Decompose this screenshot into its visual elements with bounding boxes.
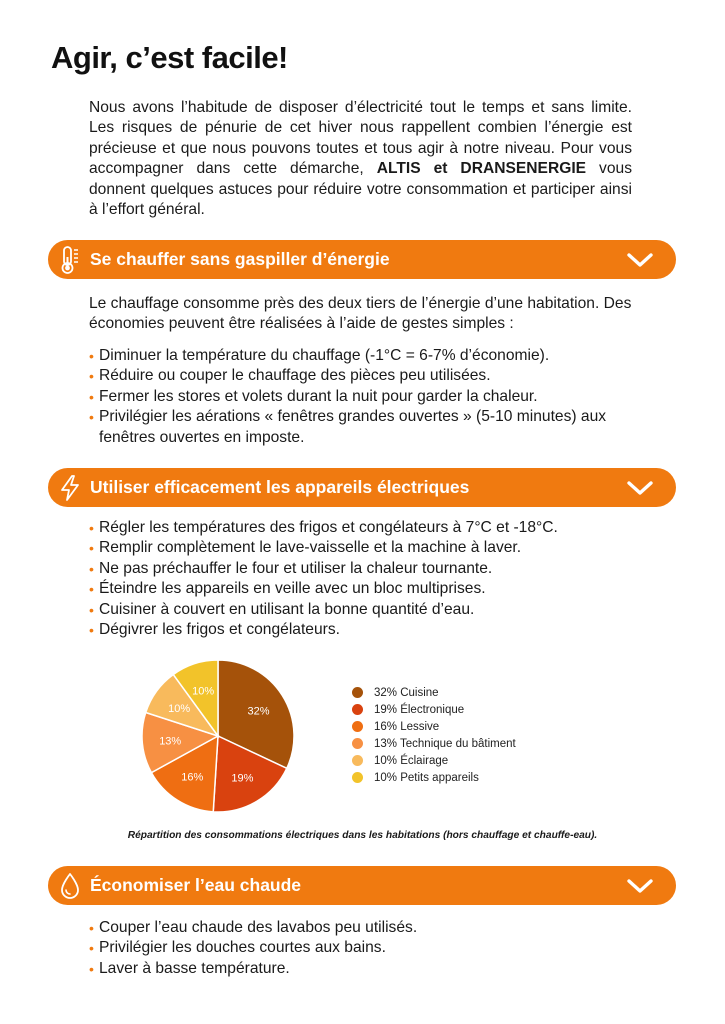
chevron-down-icon[interactable] [620, 240, 660, 279]
legend-item [352, 752, 516, 769]
chevron-down-icon[interactable] [620, 468, 660, 507]
legend-label: 19% Électronique [374, 703, 465, 716]
list-item: • Couper l’eau chaude des lavabos peu utilisés. [89, 918, 649, 938]
section-title: Utiliser efficacement les appareils électriques [90, 477, 470, 497]
heating-paragraph: Le chauffage consomme près des deux tiers de l’énergie d’une habitation. Des économies peuvent être réalisées à l’aide de gestes simples : [89, 295, 632, 333]
legend-swatch [352, 772, 363, 783]
consumption-pie-chart [140, 658, 296, 814]
hot-water-tips-list [89, 918, 649, 979]
list-item: • Cuisiner à couvert en utilisant la bonne quantité d’eau. [89, 600, 649, 620]
intro-brand-names: ALTIS et DRANSENERGIE [376, 160, 587, 178]
section-title: Économiser l’eau chaude [90, 875, 302, 895]
legend-swatch [352, 687, 363, 698]
legend-label: 10% Éclairage [374, 754, 449, 767]
list-item: • Diminuer la température du chauffage (-1°C = 6-7% d’économie). [89, 346, 649, 366]
intro-text-start: Nous avons l’habitude de disposer d’électricité tout le temps et sans limite. Les risques de pénurie de cet hiver nous rappellent combien l’énergie est précieuse et que nous pouvons toutes et tous agir à notre niveau. Pour vous accompagner dans cette démarche, [89, 99, 632, 178]
legend-swatch [352, 755, 363, 766]
legend-label: 16% Lessive [374, 720, 440, 733]
legend-item [352, 718, 516, 735]
legend-item [352, 769, 516, 786]
legend-swatch [352, 738, 363, 749]
list-item: • Remplir complètement le lave-vaisselle et la machine à laver. [89, 538, 649, 558]
list-item: • Privilégier les douches courtes aux bains. [89, 938, 649, 958]
heating-tips-list [89, 346, 649, 448]
legend-swatch [352, 704, 363, 715]
pie-slice-label: 19% [231, 772, 254, 785]
pie-legend [352, 684, 516, 786]
list-item: • Fermer les stores et volets durant la nuit pour garder la chaleur. [89, 387, 649, 407]
pie-slice-label: 10% [168, 702, 191, 715]
intro-text-end: vous donnent quelques astuces pour réduire votre consommation et participer ainsi à l’effort général. [89, 160, 632, 219]
lightning-icon [50, 468, 90, 507]
pie-slice-label: 32% [247, 705, 270, 718]
pie-slice-label: 16% [181, 771, 204, 784]
legend-label: 13% Technique du bâtiment [374, 737, 516, 750]
legend-swatch [352, 721, 363, 732]
legend-label: 32% Cuisine [374, 686, 439, 699]
chevron-down-icon[interactable] [620, 866, 660, 905]
list-item: • Ne pas préchauffer le four et utiliser la chaleur tournante. [89, 559, 649, 579]
pie-slice-label: 13% [159, 735, 182, 748]
list-item: • Régler les températures des frigos et congélateurs à 7°C et -18°C. [89, 518, 649, 538]
list-item: • Privilégier les aérations « fenêtres grandes ouvertes » (5-10 minutes) aux fenêtres ouvertes en imposte. [89, 407, 649, 448]
page-title: Agir, c’est facile! [51, 40, 288, 75]
section-header-hot-water[interactable] [48, 866, 676, 905]
section-header-appliances[interactable] [48, 468, 676, 507]
water-drop-icon [50, 866, 90, 905]
legend-item [352, 735, 516, 752]
list-item: • Réduire ou couper le chauffage des pièces peu utilisées. [89, 366, 649, 386]
intro-paragraph [89, 98, 632, 220]
legend-item [352, 684, 516, 701]
appliance-tips-list [89, 518, 649, 640]
chart-caption: Répartition des consommations électriques dans les habitations (hors chauffage et chauffe-eau). [127, 830, 598, 841]
legend-label: 10% Petits appareils [374, 771, 479, 784]
thermometer-icon [50, 240, 90, 279]
section-header-heating[interactable] [48, 240, 676, 279]
legend-item [352, 701, 516, 718]
section-title: Se chauffer sans gaspiller d’énergie [90, 249, 390, 269]
pie-slice-label: 10% [192, 685, 215, 698]
list-item: • Éteindre les appareils en veille avec un bloc multiprises. [89, 579, 649, 599]
list-item: • Dégivrer les frigos et congélateurs. [89, 620, 649, 640]
list-item: • Laver à basse température. [89, 959, 649, 979]
pie-chart-svg [140, 658, 296, 814]
